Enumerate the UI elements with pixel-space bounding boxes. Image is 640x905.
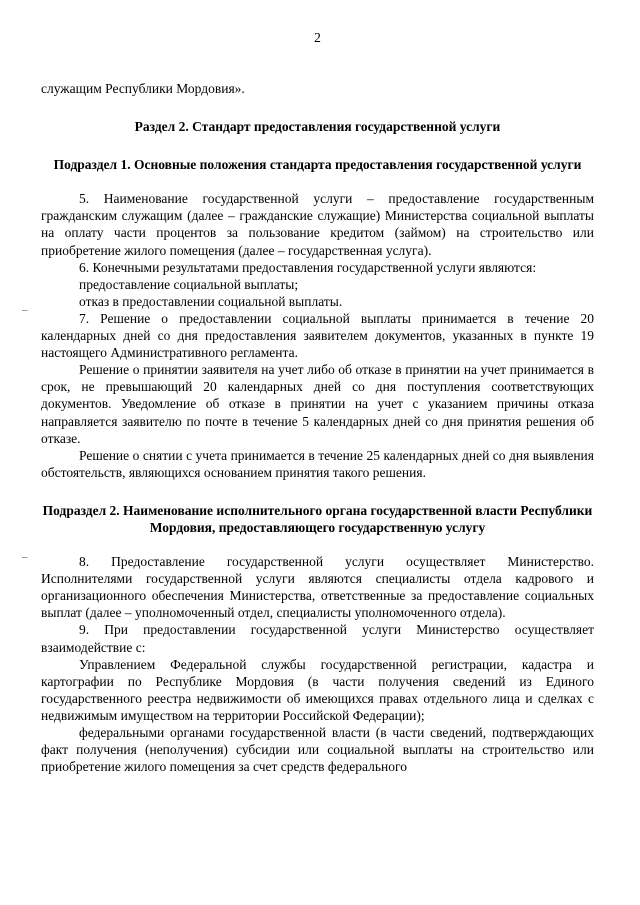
- margin-dash-mark: –: [22, 304, 28, 316]
- subsection2-title: Подраздел 2. Наименование исполнительного органа государственной власти Республики Мордовия, предоставляющего государственную услугу: [42, 502, 593, 535]
- section-title: Раздел 2. Стандарт предоставления государственной услуги: [134, 119, 501, 135]
- paragraph-9: 9. При предоставлении государственной услуги Министерство осуществляет взаимодействие с:: [41, 622, 594, 655]
- interaction-rosreestr: Управлением Федеральной службы государственной регистрации, кадастра и картографии по Республике Мордовия (в части получения сведений из Единого государственного реестра недвижимости об имеющихся правах отдельного лица и сделках с недвижимым имуществом на территории Российской Федерации);: [41, 656, 594, 723]
- document-page: [41, 30, 594, 775]
- result-item-payment: предоставление социальной выплаты;: [79, 276, 299, 292]
- paragraph-7-deregistration: Решение о снятии с учета принимается в течение 25 календарных дней со дня выявления обстоятельств, являющихся основанием принятия такого решения.: [41, 447, 594, 480]
- page-number: 2: [314, 30, 321, 45]
- interaction-federal-bodies: федеральными органами государственной власти (в части сведений, подтверждающих факт получения (неполучения) субсидии или социальной выплаты на строительство или приобретение жилого помещения за счет средств федерального: [41, 725, 594, 775]
- intro-line: служащим Республики Мордовия».: [41, 81, 245, 96]
- subsection1-title: Подраздел 1. Основные положения стандарта предоставления государственной услуги: [53, 157, 582, 173]
- result-item-refusal: отказ в предоставлении социальной выплаты.: [79, 293, 343, 309]
- paragraph-8: 8. Предоставление государственной услуги осуществляет Министерство. Исполнителями государственной услуги являются специалисты отдела кадрового и организационного обеспечения Министерства, ответственные за предоставление социальных выплат (далее – уполномоченный отдел, специалисты уполномоченного отдела).: [41, 554, 594, 621]
- paragraph-5: 5. Наименование государственной услуги – предоставление государственным гражданским служащим (далее – гражданские служащие) Министерства социальной выплаты на оплату части процентов за пользование кредитом (займом) на строительство или приобретение жилого помещения (далее – государственная услуга).: [41, 191, 594, 258]
- margin-dash-mark: –: [22, 551, 28, 563]
- paragraph-7-registration: Решение о принятии заявителя на учет либо об отказе в принятии на учет принимается в срок, не превышающий 20 календарных дней со дня поступления соответствующих документов. Уведомление об отказе в принятии на учет с указанием причины отказа направляется заявителю по почте в течение 5 календарных дней со дня принятия решения об отказе.: [41, 362, 594, 446]
- paragraph-6: 6. Конечными результатами предоставления государственной услуги являются:: [79, 259, 537, 275]
- paragraph-7: 7. Решение о предоставлении социальной выплаты принимается в течение 20 календарных дней со дня предоставления заявителем документов, указанных в пункте 19 настоящего Административного регламента.: [41, 310, 594, 361]
